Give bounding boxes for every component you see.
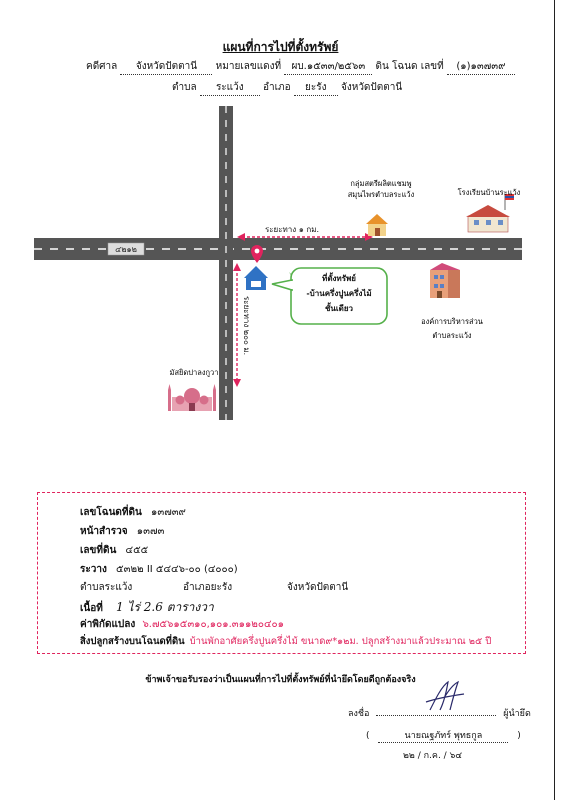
deed-number: (๑)๑๓๗๓๙ [447,59,515,75]
location-pin-icon [251,245,263,263]
court-value: จังหวัดปัตตานี [120,59,212,75]
horizontal-road [34,238,522,260]
header-line-2 [172,80,402,96]
building-label: สิ่งปลูกสร้างบนโฉนดที่ดิน [80,636,185,647]
area-row [80,598,214,617]
building-row [80,634,491,649]
signature-field [376,715,496,716]
land-label: ดิน [375,61,389,72]
herb-group-label-1: กลุ่มสตรีผลิตแชมพู [350,179,412,188]
province-value: จังหวัดปัตตานี [340,82,403,93]
coordinate-value: ๖.๗๕๖๑๕๓๑๐,๑๐๑.๓๑๑๒๐๔๐๑ [142,619,285,630]
road-code: ๔๒๑๒ [115,245,137,254]
property-line-1: ที่ตั้งทรัพย์ [322,274,356,283]
header-line-1 [86,59,515,75]
tao-label-1: องค์การบริหารส่วน [421,317,483,326]
court-label: คดีศาล [86,61,118,72]
case-label: หมายเลขแดงที่ [215,61,282,72]
deed-value: ๑๓๗๓๙ [151,507,186,518]
subdistrict-label: ตำบล [172,82,197,93]
vertical-road [219,106,233,420]
subdistrict-value: ระแว้ง [200,80,260,96]
property-line-3: ชั้นเดียว [324,304,354,313]
seizer-label: ผู้นำยึด [503,709,531,719]
herb-group-label-2: สมุนไพรตำบลระแว้ง [347,190,415,199]
school-label: โรงเรียนบ้านระแว้ง [457,188,521,197]
area-label: เนื้อที่ [80,603,103,614]
survey-row [80,524,164,539]
building-value: บ้านพักอาศัยครึ่งปูนครึ่งไม้ ขนาด๙*๑๒ม. ปลูกสร้างมาแล้วประมาณ ๒๕ ปี [189,636,492,647]
land-number-label: เลขที่ดิน [80,545,117,556]
road-code-sign [108,243,144,255]
case-number: ผบ.๑๕๓๓/๒๕๖๓ [284,59,372,75]
page-title: แผนที่การไปที่ตั้งทรัพย์ [222,40,339,54]
deed-row [80,505,186,520]
seizer-name: นายณฐภัทร์ พุทธกูล [378,728,508,743]
tao-label-2: ตำบลระแว้ง [432,331,472,340]
coordinate-row [80,617,284,632]
sign-label: ลงชื่อ [348,709,370,719]
vertical-distance-label: ระยะทาง ๒๐๐ ม. [242,296,251,356]
district-label: อำเภอ [262,82,291,93]
mosque-icon [168,384,216,411]
survey-value: ๑๓๗๓ [136,526,165,537]
area-value: 1 ไร่ 2.6 ตารางวา [116,600,214,614]
location-row [80,580,349,595]
land-number-row [80,543,148,558]
name-line [366,728,521,743]
herb-group-house-icon [366,214,388,236]
vertical-distance-arrow [233,263,241,387]
sign-date: ๒๒ / ก.ค. / ๖๔ [403,751,463,761]
open-paren: ( [366,731,370,741]
property-callout [272,268,387,324]
province-text: จังหวัดปัตตานี [287,582,349,593]
tao-building-icon [430,263,460,298]
house-icon [244,266,268,290]
sheet-value: ๕๓๒๒ II ๕๔๔๖-๐๐ (๔๐๐๐) [116,564,238,575]
sign-line [348,706,531,720]
survey-label: หน้าสำรวจ [80,526,128,537]
location-map [0,100,561,430]
certification-text: ข้าพเจ้าขอรับรองว่าเป็นแผนที่การไปที่ตั้งทรัพย์ที่นำยึดโดยดีถูกต้องจริง [145,675,416,685]
horizontal-distance-label: ระยะทาง ๑ กม. [264,225,320,234]
subdistrict-text: ตำบลระแว้ง [80,582,133,593]
mosque-label: มัสยิดปาลงกูวา [169,368,219,377]
property-line-2: -บ้านครึ่งปูนครึ่งไม้ [306,289,372,298]
sheet-row [80,562,238,577]
coordinate-label: ค่าพิกัดแปลง [80,619,136,630]
deed-label: โฉนด เลขที่ [392,61,444,72]
district-text: อำเภอยะรัง [183,582,233,593]
sheet-label: ระวาง [80,564,107,575]
district-value: ยะรัง [294,80,338,96]
school-icon [466,194,514,232]
close-paren: ) [517,731,521,741]
land-number-value: ๔๕๕ [125,545,149,556]
deed-label: เลขโฉนดที่ดิน [80,507,142,518]
